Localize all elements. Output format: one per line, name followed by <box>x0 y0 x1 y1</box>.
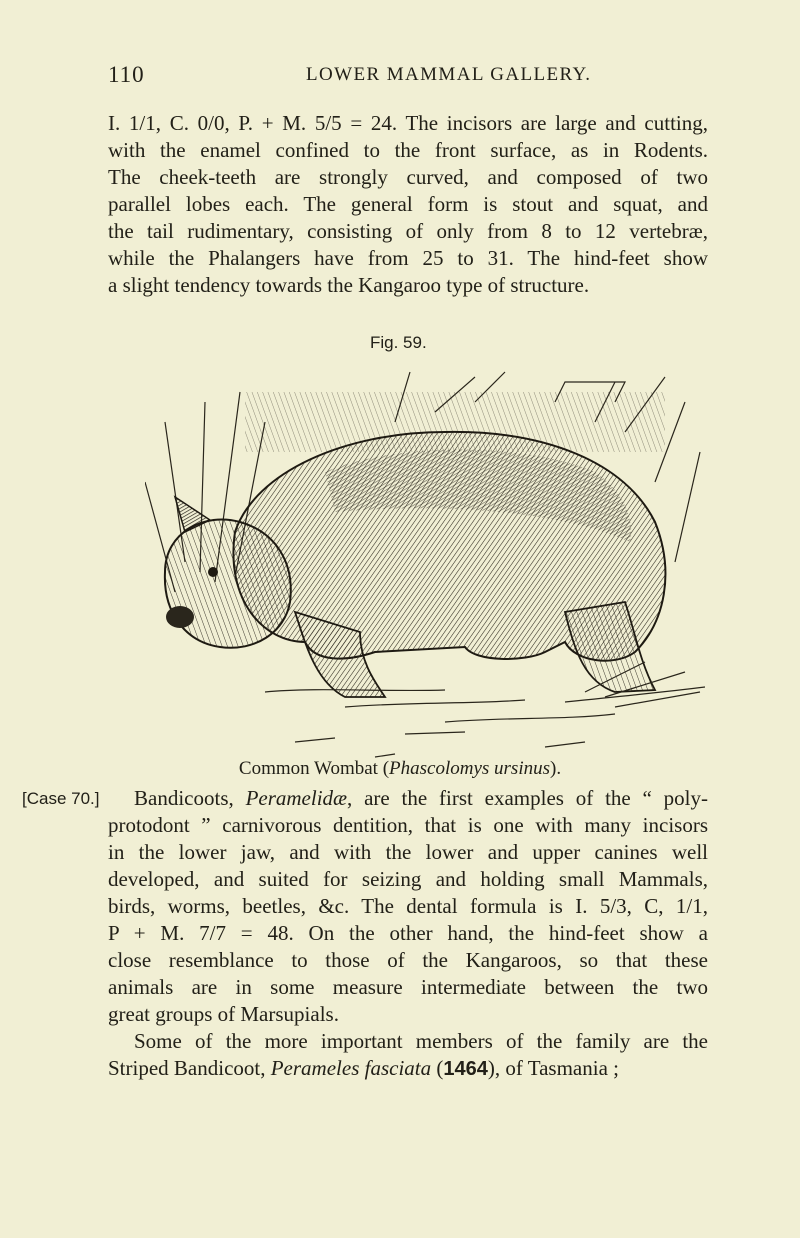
text-line: with the enamel confined to the front surface, as in Rodents. <box>108 138 708 162</box>
text-line: a slight tendency towards the Kangaroo type of structure. <box>108 273 590 297</box>
text-line: P + M. 7/7 = 48. On the other hand, the hind-feet show a <box>108 921 708 945</box>
running-head: LOWER MAMMAL GALLERY. <box>306 64 592 85</box>
text-line: protodont ” carnivorous dentition, that is one with many incisors <box>108 813 708 837</box>
text-fragment: Bandicoots, <box>134 786 246 810</box>
case-label: [Case 70.] <box>22 789 100 808</box>
page-header <box>108 62 708 88</box>
specimen-number: 1464 <box>443 1058 488 1080</box>
caption-text: Common Wombat ( <box>238 758 390 779</box>
text-line: great groups of Marsupials. <box>108 1002 339 1026</box>
text-fragment: ), of Tasmania ; <box>487 1056 619 1080</box>
text-line: I. 1/1, C. 0/0, P. + M. 5/5 = 24. The incisors are large and cutting, <box>108 111 708 135</box>
text-line: parallel lobes each. The general form is stout and squat, and <box>108 192 708 216</box>
text-line <box>108 785 708 812</box>
text-line: close resemblance to those of the Kangaroos, so that these <box>108 948 708 972</box>
wombat-illustration <box>145 362 705 762</box>
paragraph-dentition-wombat <box>108 110 708 300</box>
figure-caption <box>0 758 800 780</box>
text-line: in the lower jaw, and with the lower and upper canines well <box>108 840 708 864</box>
text-line: the tail rudimentary, consisting of only from 8 to 12 vertebræ, <box>108 219 708 243</box>
text-line: birds, worms, beetles, &c. The dental formula is I. 5/3, C, 1/1, <box>108 894 708 918</box>
figure-label: Fig. 59. <box>370 333 427 352</box>
text-line: The cheek-teeth are strongly curved, and composed of two <box>108 165 708 189</box>
text-fragment: ( <box>431 1056 444 1080</box>
text-line: Some of the more important members of the family are the <box>134 1029 708 1053</box>
text-line: while the Phalangers have from 25 to 31. The hind-feet show <box>108 246 708 270</box>
species-name: Perameles fasciata <box>270 1056 432 1080</box>
paragraph-striped-bandicoot <box>108 1028 708 1083</box>
text-fragment: , are the first examples of the “ poly- <box>347 786 709 810</box>
family-name: Peramelidæ <box>245 786 348 810</box>
caption-text: ). <box>550 758 562 779</box>
paragraph-bandicoots <box>108 785 708 1028</box>
text-line <box>108 1055 708 1083</box>
caption-species-name: Phascolomys ursinus <box>389 758 551 779</box>
text-line: developed, and suited for seizing and holding small Mammals, <box>108 867 708 891</box>
text-line: animals are in some measure intermediate between the two <box>108 975 708 999</box>
page-number: 110 <box>108 62 145 87</box>
text-fragment: Striped Bandicoot, <box>108 1056 271 1080</box>
